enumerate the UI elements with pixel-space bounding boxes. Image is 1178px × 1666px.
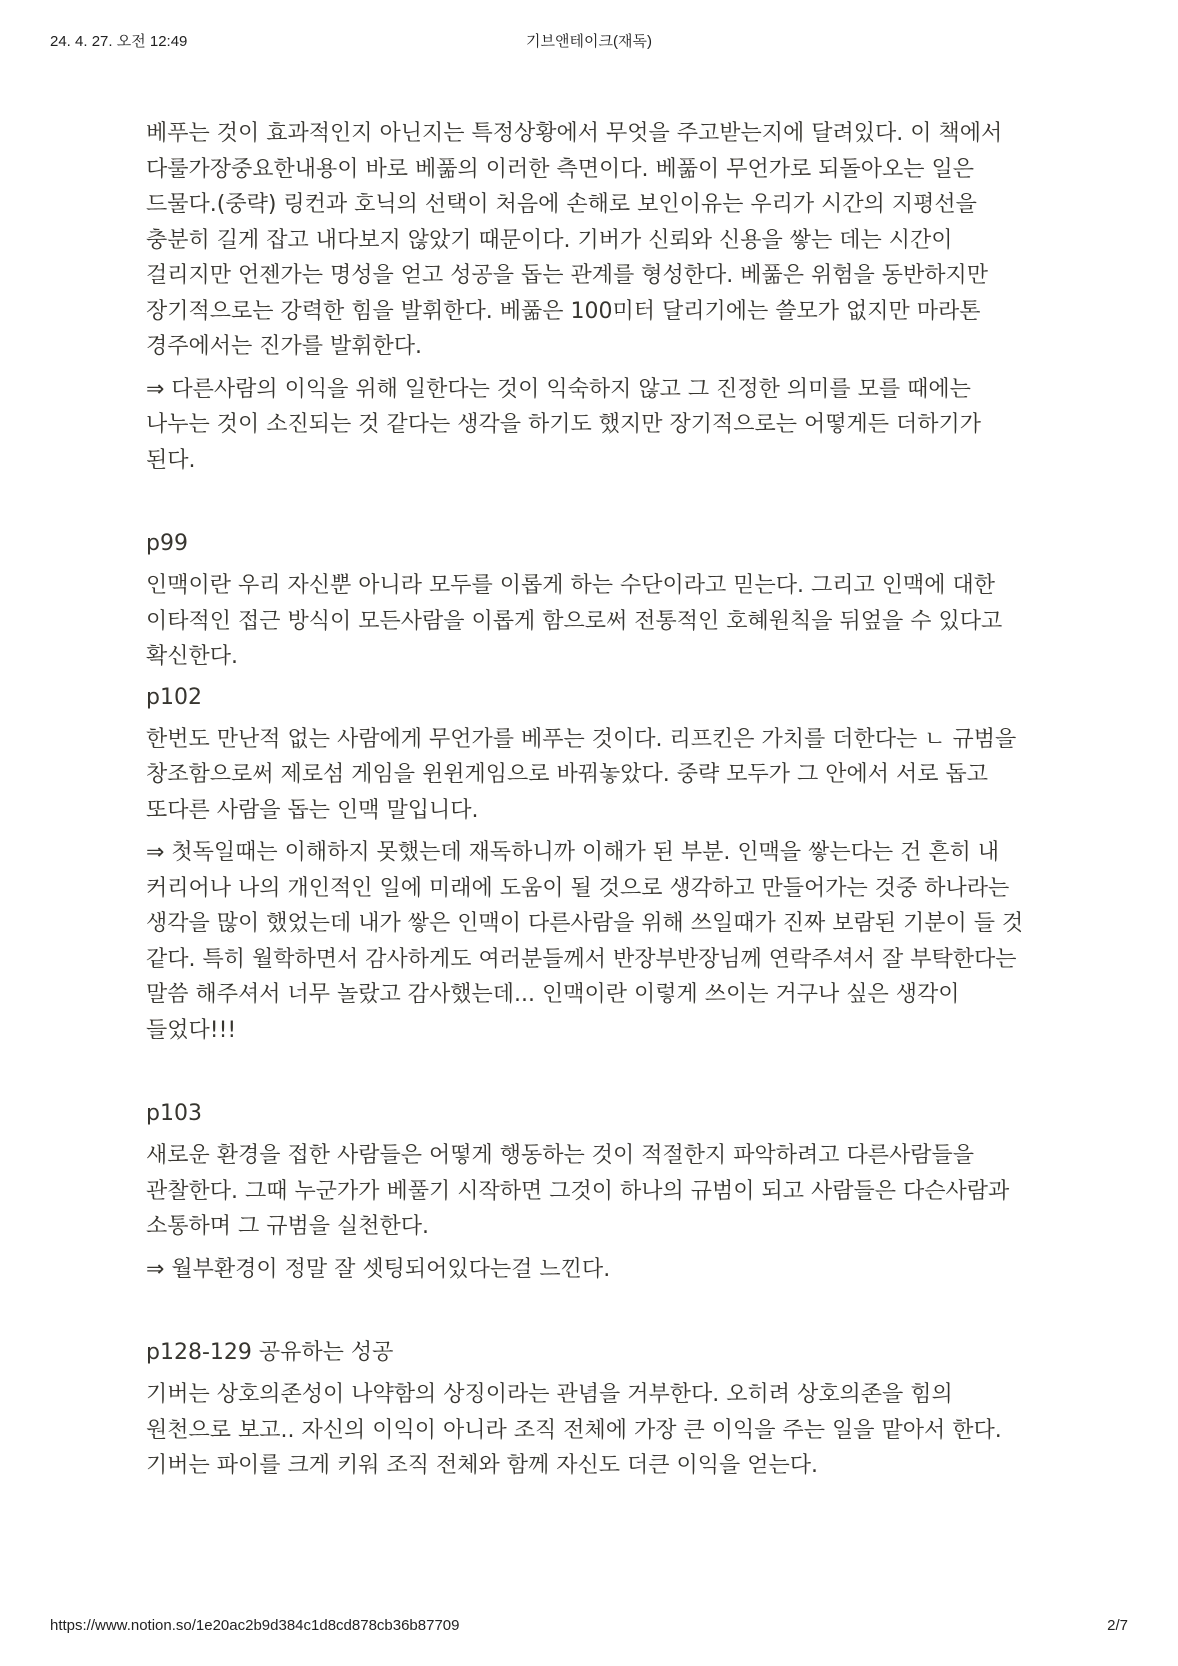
p99-quote: 인맥이란 우리 자신뿐 아니라 모두를 이롭게 하는 수단이라고 믿는다. 그리고 인맥에 대한 이타적인 접근 방식이 모든사람을 이롭게 함으로써 전통적인 호혜원칙을 뒤엎을 수 있다고 확신한다. [146,573,1003,669]
page-content [146,116,1034,1491]
spacer [146,1055,1034,1098]
p103-quote: 새로운 환경을 접한 사람들은 어떻게 행동하는 것이 적절한지 파악하려고 다른사람들을 관찰한다. 그때 누군가가 베풀기 시작하면 그것이 하나의 규범이 되고 사람들은 다슨사람과 소통하며 그 규범을 실천한다. [146,1143,1010,1239]
p102-reflection: ⇒ 첫독일때는 이해하지 못했는데 재독하니까 이해가 된 부분. 인맥을 쌓는다는 건 흔히 내 커리어나 나의 개인적인 일에 미래에 도움이 될 것으로 생각하고 만들어가는 것중 하나라는 생각을 많이 했었는데 내가 쌓은 인맥이 다른사람을 위해 쓰일때가 진짜 보람된 기분이 들 것 같다. 특히 월학하면서 감사하게도 여러분들께서 반장부반장님께 연락주셔서 잘 부탁한다는 말씀 해주셔서 너무 놀랐고 감사했는데... 인맥이란 이렇게 쓰이는 거구나 싶은 생각이 들었다!!! [146,840,1024,1043]
intro-quote: 베푸는 것이 효과적인지 아닌지는 특정상황에서 무엇을 주고받는지에 달려있다. 이 책에서 다룰가장중요한내용이 바로 베풂의 이러한 측면이다. 베풂이 무언가로 되돌아오는 일은 드물다.(중략) 링컨과 호닉의 선택이 처음에 손해로 보인이유는 우리가 시간의 지평선을 충분히 길게 잡고 내다보지 않았기 때문이다. 기버가 신뢰와 신용을 쌓는 데는 시간이 걸리지만 언젠가는 명성을 얻고 성공을 돕는 관계를 형성한다. 베풂은 위험을 동반하지만 장기적으로는 강력한 힘을 발휘한다. 베풂은 100미터 달리기에는 쓸모가 없지만 마라톤 경주에서는 진가를 발휘한다. [146,121,1003,359]
section-heading-p103: p103 [146,1101,202,1126]
print-footer [50,1617,1128,1641]
document-title: 기브앤테이크(재독) [526,33,652,50]
p102-quote: 한번도 만난적 없는 사람에게 무언가를 베푸는 것이다. 리프킨은 가치를 더한다는 ㄴ 규범을 창조함으로써 제로섬 게임을 윈윈게임으로 바꿔놓았다. 중략 모두가 그 안에서 서로 돕고 또다른 사람을 돕는 인맥 말입니다. [146,726,1017,823]
page-number: 2/7 [1107,1617,1128,1634]
p103-reflection: ⇒ 월부환경이 정말 잘 셋팅되어있다는걸 느낀다. [146,1256,611,1282]
intro-reflection: ⇒ 다른사람의 이익을 위해 일한다는 것이 익숙하지 않고 그 진정한 의미를 모를 때에는 나누는 것이 소진되는 것 같다는 생각을 하기도 했지만 장기적으로는 어떻게든 더하기가 된다. [146,376,982,473]
print-date: 24. 4. 27. 오전 12:49 [50,33,188,50]
print-header [50,30,1128,54]
spacer [146,485,1034,528]
section-heading-p102: p102 [146,684,202,710]
section-heading-p99: p99 [146,531,188,556]
page-url: https://www.notion.so/1e20ac2b9d384c1d8cd878cb36b87709 [50,1617,460,1634]
section-heading-p128: p128-129 공유하는 성공 [146,1340,394,1365]
spacer [146,1294,1034,1337]
p128-quote: 기버는 상호의존성이 나약함의 상징이라는 관념을 거부한다. 오히려 상호의존을 힘의 원천으로 보고.. 자신의 이익이 아니라 조직 전체에 가장 큰 이익을 주는 일을 맡아서 한다. 기버는 파이를 크게 키워 조직 전체와 함께 자신도 더큰 이익을 얻는다. [146,1382,1002,1478]
